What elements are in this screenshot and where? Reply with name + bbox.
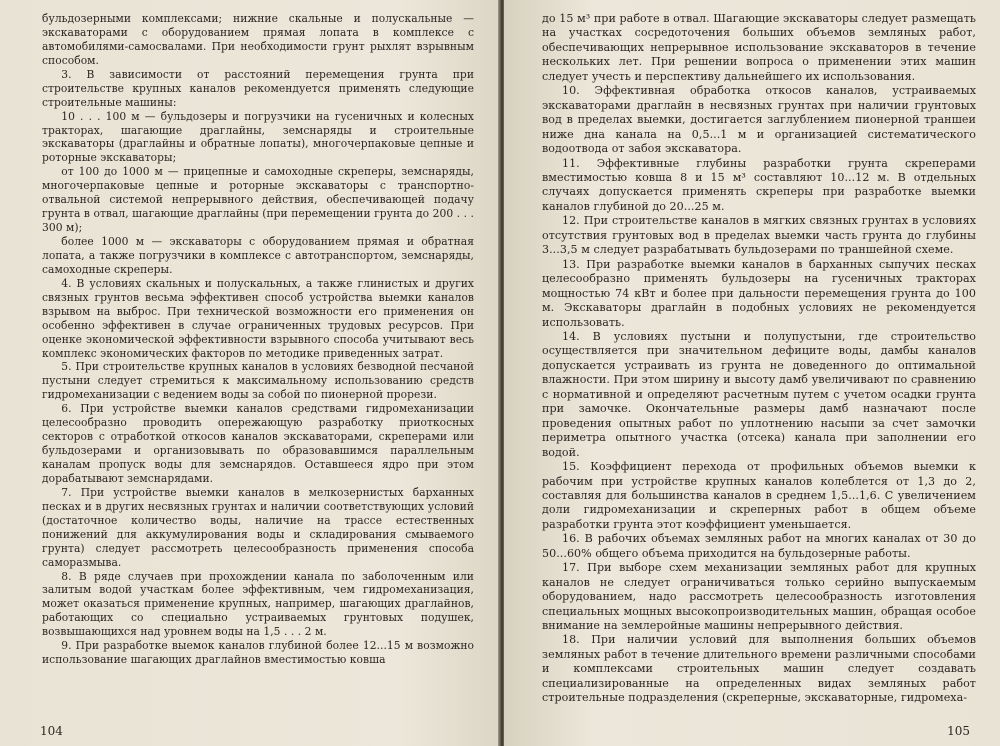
paragraph: от 100 до 1000 м — прицепные и самоходные скреперы, земснаряды, многочерпаковые цепные и роторные экскаваторы с транспортно-отвальной системой непрерывного действия, обеспечивающей подачу грунта в отвал, шагающие драглайны (при перемещении грунта до 200 . . . 300 м); <box>42 165 474 235</box>
paragraph: до 15 м³ при работе в отвал. Шагающие экскаваторы следует размещать на участках сосредоточения больших объемов земляных работ, обеспечивающих непрерывное использование экскаваторов в течение нескольких лет. При решении вопроса о применении этих машин следует учесть и перспективу дальнейшего их использования. <box>542 12 976 83</box>
paragraph: 18. При наличии условий для выполнения больших объемов земляных работ в течение длительного времени различными способами и комплексами строительных машин следует создавать специализированные на определенных видах земляных работ строительные подразделения (скреперные, экскаваторные, гидромеха- <box>542 633 976 705</box>
paragraph: бульдозерными комплексами; нижние скальные и полускальные — экскаваторами с оборудованием прямая лопата в комплексе с автомобилями-самосвалами. При необходимости грунт рыхлят взрывным способом. <box>42 12 474 67</box>
paragraph: более 1000 м — экскаваторы с оборудованием прямая и обратная лопата, а также погрузчики в комплексе с автотранспортом, земснаряды, самоходные скреперы. <box>42 235 474 276</box>
paragraph: 17. При выборе схем механизации земляных работ для крупных каналов не следует ограничиваться только серийно выпускаемым оборудованием, надо рассмотреть целесообразность изготовления специальных мощных высокопроизводительных машин, обращая особое внимание на землеройные машины непрерывного действия. <box>542 561 976 633</box>
paragraph: 11. Эффективные глубины разработки грунта скреперами вместимостью ковша 8 и 15 м³ составляют 10...12 м. В отдельных случаях допускается применять скреперы при разработке выемки каналов глубиной до 20...25 м. <box>542 156 976 213</box>
paragraph: 10. Эффективная обработка откосов каналов, устраиваемых экскаваторами драглайн в несвязных грунтах при наличии грунтовых вод в пределах выемки, достигается заглублением пионерной траншеи ниже дна канала на 0,5...1 м и организацией систематического водоотвода от забоя экскаватора. <box>542 84 976 156</box>
right-page <box>504 0 1000 746</box>
page-number-left: 104 <box>40 724 63 738</box>
paragraph: 6. При устройстве выемки каналов средствами гидромеханизации целесообразно проводить опережающую разработку приоткосных секторов с отработкой откосов каналов экскаваторами, скреперами или бульдозерами и организовывать по образовавшимся параллельным каналам пропуск воды для земснарядов. Оставшееся ядро при этом дорабатывают земснарядами. <box>42 402 474 485</box>
paragraph: 3. В зависимости от расстояний перемещения грунта при строительстве крупных каналов рекомендуется применять следующие строительные машины: <box>42 67 474 109</box>
left-page-text <box>42 12 474 667</box>
right-page-text <box>542 12 976 706</box>
paragraph: 10 . . . 100 м — бульдозеры и погрузчики на гусеничных и колесных тракторах, шагающие драглайны, земснаряды и строительные экскаваторы (драглайны и обратные лопаты), многочерпаковые цепные и роторные экскаваторы; <box>42 109 474 165</box>
paragraph: 7. При устройстве выемки каналов в мелкозернистых барханных песках и в других несвязных грунтах и наличии соответствующих условий (достаточное количество воды, наличие на трассе естественных понижений для аккумулирования воды и складирования смываемого грунта) следует рассмотреть целесообразность применения способа саморазмыва. <box>42 485 474 569</box>
paragraph: 16. В рабочих объемах земляных работ на многих каналах от 30 до 50...60% общего объема приходится на бульдозерные работы. <box>542 532 976 560</box>
paragraph: 12. При строительстве каналов в мягких связных грунтах в условиях отсутствия грунтовых вод в пределах выемки часть грунта до глубины 3...3,5 м следует разрабатывать бульдозерами по траншейной схеме. <box>542 214 976 257</box>
paragraph: 4. В условиях скальных и полускальных, а также глинистых и других связных грунтов весьма эффективен способ устройства выемки каналов взрывом на выброс. При технической возможности его применения он особенно эффективен в случае ограниченных трудовых ресурсов. При оценке экономической эффективности взрывного способа учитывают весь комплекс экономических факторов по методике приведенных затрат. <box>42 276 474 360</box>
paragraph: 9. При разработке выемок каналов глубиной более 12...15 м возможно использование шагающих драглайнов вместимостью ковша <box>42 639 474 667</box>
page-number-right: 105 <box>947 724 970 738</box>
paragraph: 15. Коэффициент перехода от профильных объемов выемки к рабочим при устройстве крупных каналов колеблется от 1,3 до 2, составляя для большинства каналов в среднем 1,5...1,6. С увеличением доли гидромеханизации и скреперных работ в общем объеме разработки грунта этот коэффициент уменьшается. <box>542 460 976 531</box>
paragraph: 5. При строительстве крупных каналов в условиях безводной песчаной пустыни следует стремиться к максимальному использованию средств гидромеханизации с ведением воды за собой по пионерной прорези. <box>42 360 474 402</box>
paragraph: 8. В ряде случаев при прохождении канала по заболоченным или залитым водой участкам более эффективным, чем гидромеханизация, может оказаться применение крупных, например, шагающих драглайнов, работающих со специально устраиваемых грунтовых подушек, возвышающихся над уровнем воды на 1,5 . . . 2 м. <box>42 569 474 639</box>
paragraph: 13. При разработке выемки каналов в барханных сыпучих песках целесообразно применять бульдозеры на гусеничных тракторах мощностью 74 кВт и более при дальности перемещения грунта до 100 м. Экскаваторы драглайн в подобных условиях не рекомендуется использовать. <box>542 257 976 329</box>
paragraph: 14. В условиях пустыни и полупустыни, где строительство осуществляется при значительном дефиците воды, дамбы каналов допускается устраивать из грунта не доведенного до оптимальной влажности. При этом ширину и высоту дамб увеличивают по сравнению с нормативной и определяют расчетным путем с учетом осадки грунта при замочке. Окончательные размеры дамб назначают после проведения опытных работ по уплотнению насыпи за счет замочки периметра опытного участка (отсека) канала при заполнении его водой. <box>542 329 976 459</box>
